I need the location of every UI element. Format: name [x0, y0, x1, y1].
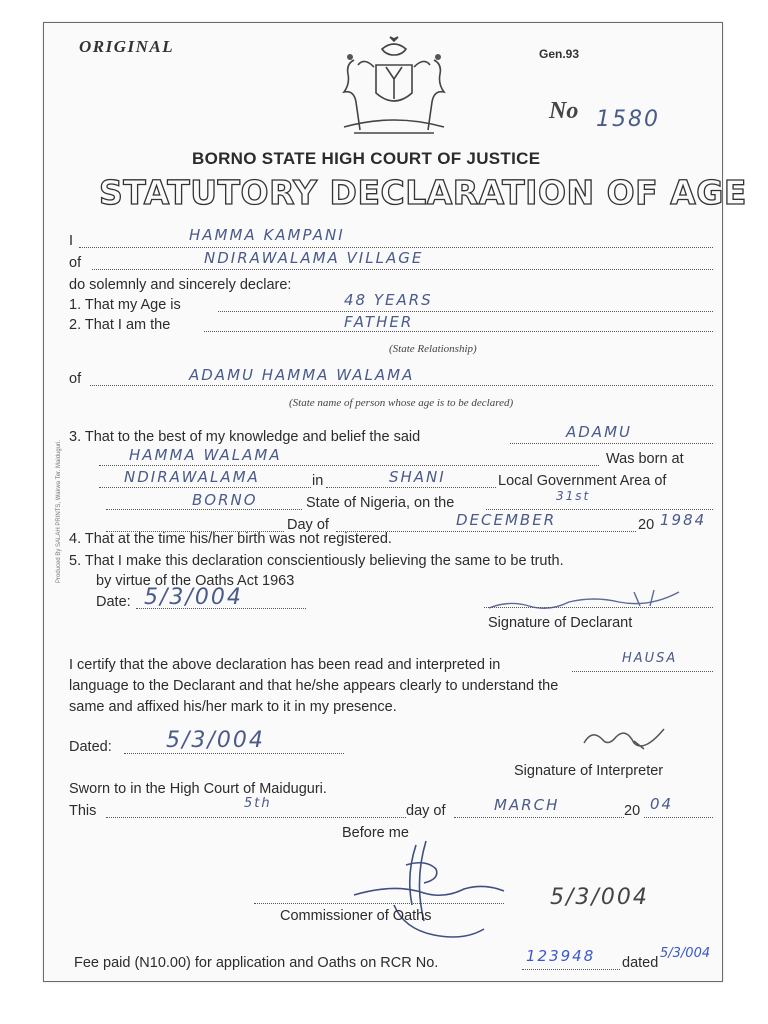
signature-of-interpreter: Signature of Interpreter: [514, 763, 664, 779]
before-me: Before me: [342, 825, 409, 841]
dated-value: 5/3/004: [166, 728, 265, 753]
said-name2-line: [99, 465, 599, 466]
age-line: [218, 311, 713, 312]
dated-line: [124, 753, 344, 754]
relation-line: [204, 331, 713, 332]
name-line: [79, 247, 713, 248]
certify-line-3: same and affixed his/her mark to it in my presence.: [69, 699, 397, 715]
declarant-signature-mark: [484, 586, 714, 616]
day-value: 31st: [556, 489, 591, 503]
sworn-line: Sworn to in the High Court of Maiduguri.: [69, 781, 327, 797]
document-title: STATUTORY DECLARATION OF AGE: [99, 173, 747, 212]
court-heading: BORNO STATE HIGH COURT OF JUSTICE: [192, 149, 541, 168]
solemn-declare: do solemnly and sincerely declare:: [69, 277, 292, 293]
item-4-text: 4. That at the time his/her birth was not registered.: [69, 531, 392, 547]
person-line: [90, 385, 713, 386]
birthplace-line: [99, 487, 311, 488]
state-label: State of Nigeria, on the: [306, 495, 455, 511]
birthplace-value: NDIRAWALAMA: [124, 468, 260, 486]
rcr-line: [522, 969, 620, 970]
month-value: DECEMBER: [456, 511, 557, 529]
item-5-text-cont: by virtue of the Oaths Act 1963: [96, 573, 295, 589]
certify-line-2: language to the Declarant and that he/she appears clearly to understand the: [69, 678, 559, 694]
serial-number-value: 1580: [596, 107, 660, 132]
sworn-month-line: [454, 817, 624, 818]
rcr-number: 123948: [526, 947, 596, 965]
person-caption: (State name of person whose age is to be declared): [289, 397, 514, 409]
day-of-label: Day of: [287, 517, 329, 533]
address-line: [92, 269, 713, 270]
declarant-address: NDIRAWALAMA VILLAGE: [204, 249, 424, 267]
commissioner-of-oaths: Commissioner of Oaths: [280, 908, 432, 924]
day-line: [486, 509, 713, 510]
item-3-text: 3. That to the best of my knowledge and belief the said: [69, 429, 421, 445]
said-name-continued: HAMMA WALAMA: [129, 446, 282, 464]
fee-text: Fee paid (N10.00) for application and Oaths on RCR No.: [74, 955, 439, 971]
i-label: I: [69, 233, 74, 249]
sworn-year-line: [644, 817, 713, 818]
form-code: Gen.93: [539, 47, 580, 61]
declarant-sig-line: [484, 607, 713, 608]
said-name: ADAMU: [566, 423, 632, 441]
declarant-name: HAMMA KAMPANI: [189, 226, 345, 244]
commissioner-line: [254, 903, 504, 904]
state-line: [106, 509, 302, 510]
declaration-form: [43, 22, 747, 982]
state-value: BORNO: [192, 491, 258, 509]
lga-label: Local Government Area of: [498, 473, 667, 489]
fee-dated-label: dated: [622, 955, 659, 971]
day-of-text: day of: [406, 803, 446, 819]
fee-dated-value: 5/3/004: [660, 946, 711, 961]
relation-value: FATHER: [344, 313, 414, 331]
lga-line: [326, 487, 496, 488]
lga-value: SHANI: [389, 468, 446, 486]
serial-number-label: No: [549, 98, 579, 124]
relation-label: 2. That I am the: [69, 317, 171, 333]
date-label: Date:: [96, 594, 131, 610]
said-line: [510, 443, 713, 444]
original-stamp: ORIGINAL: [79, 37, 175, 56]
coat-of-arms-emblem: [334, 35, 454, 140]
signature-of-declarant: Signature of Declarant: [488, 615, 633, 631]
sworn-day-value: 5th: [244, 796, 272, 811]
this-label: This: [69, 803, 97, 819]
date-value: 5/3/004: [144, 585, 243, 610]
certify-line-1: I certify that the above declaration has been read and interpreted in: [69, 657, 501, 673]
age-label: 1. That my Age is: [69, 297, 181, 313]
sworn-month-value: MARCH: [494, 796, 560, 814]
dated-label: Dated:: [69, 739, 112, 755]
person-name: ADAMU HAMMA WALAMA: [189, 366, 415, 384]
person-of-label: of: [69, 371, 82, 387]
language-line: [572, 671, 713, 672]
interpreter-signature-mark: [574, 723, 694, 755]
year-value: 1984: [660, 511, 707, 529]
printer-margin-note: Produced By SALAH PRINTS, Wakwa Ter. Maiduguri.: [56, 439, 62, 583]
year-prefix: 20: [638, 517, 655, 533]
sworn-year-prefix: 20: [624, 803, 641, 819]
language-value: HAUSA: [622, 651, 678, 666]
commissioner-signature-mark: [334, 835, 524, 945]
commissioner-date: 5/3/004: [550, 885, 649, 910]
in-label: in: [312, 473, 324, 489]
of-label: of: [69, 255, 82, 271]
item-5-text: 5. That I make this declaration conscientiously believing the same to be truth.: [69, 553, 564, 569]
was-born-label: Was born at: [606, 451, 684, 467]
age-value: 48 YEARS: [344, 291, 433, 309]
sworn-day-line: [106, 817, 406, 818]
sworn-year-value: 04: [650, 795, 674, 813]
relation-caption: (State Relationship): [389, 343, 477, 355]
